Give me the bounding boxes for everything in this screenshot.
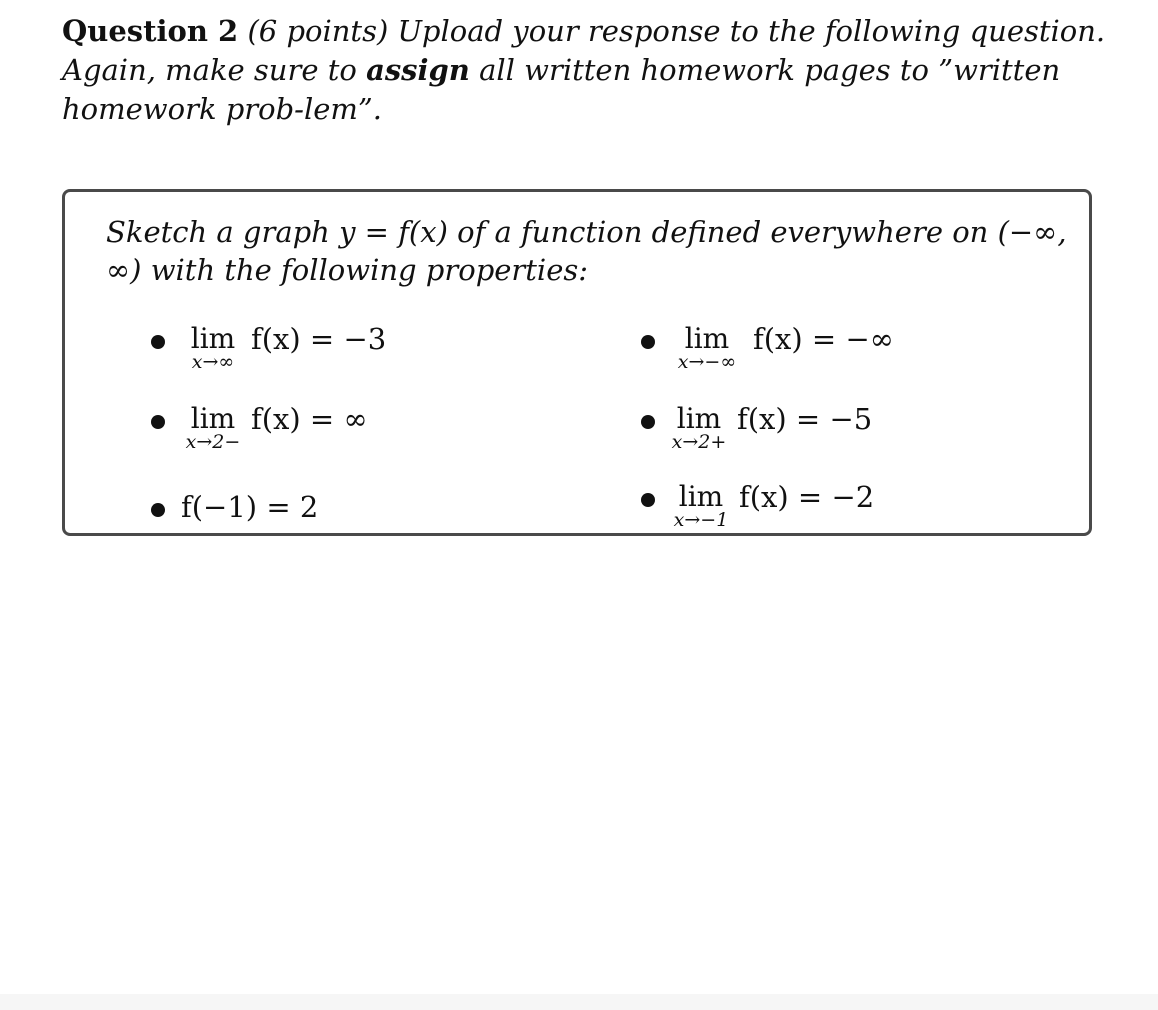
property-item (641, 322, 1061, 382)
property-expression: f(x) = −5 (737, 402, 873, 436)
property-item (151, 322, 571, 382)
problem-box (62, 189, 1092, 536)
lim-word: lim (676, 402, 722, 435)
lim-subscript: x→2+ (671, 431, 727, 453)
property-item (641, 480, 1061, 540)
lim-word: lim (190, 402, 236, 435)
property-expression: f(x) = −∞ (753, 322, 894, 356)
question-instruction-end: all written homework pages to ”written homework prob-lem”. (62, 53, 1061, 126)
lim-subscript: x→−∞ (677, 351, 737, 373)
limit-operator (669, 322, 745, 371)
property-item (641, 402, 1061, 462)
property-expression: f(−1) = 2 (181, 490, 319, 524)
question-label: Question 2 (62, 14, 239, 48)
property-item (151, 480, 571, 540)
lim-word: lim (684, 322, 730, 355)
bullet-icon (151, 335, 165, 349)
property-expression: f(x) = ∞ (251, 402, 368, 436)
lim-word: lim (190, 322, 236, 355)
bullet-icon (641, 335, 655, 349)
limit-operator (669, 402, 729, 451)
lim-subscript: x→∞ (191, 351, 235, 373)
assign-emphasis: assign (366, 53, 470, 87)
lim-word: lim (678, 480, 724, 513)
bullet-icon (151, 415, 165, 429)
limit-operator (183, 322, 243, 371)
lim-subscript: x→2− (185, 431, 241, 453)
problem-prompt: Sketch a graph y = f(x) of a function defined everywhere on (−∞, ∞) with the following properties: (106, 215, 1067, 287)
property-expression: f(x) = −3 (251, 322, 387, 356)
property-item (151, 402, 571, 462)
limit-operator (669, 480, 733, 529)
bullet-icon (151, 503, 165, 517)
question-instruction: (6 points) Upload your response to the following question. Again, make sure to (62, 14, 1106, 87)
page-bottom-edge (0, 994, 1158, 1010)
bullet-icon (641, 415, 655, 429)
property-expression: f(x) = −2 (739, 480, 875, 514)
limit-operator (183, 402, 243, 451)
question-header (62, 12, 1122, 129)
lim-subscript: x→−1 (673, 509, 729, 531)
bullet-icon (641, 493, 655, 507)
